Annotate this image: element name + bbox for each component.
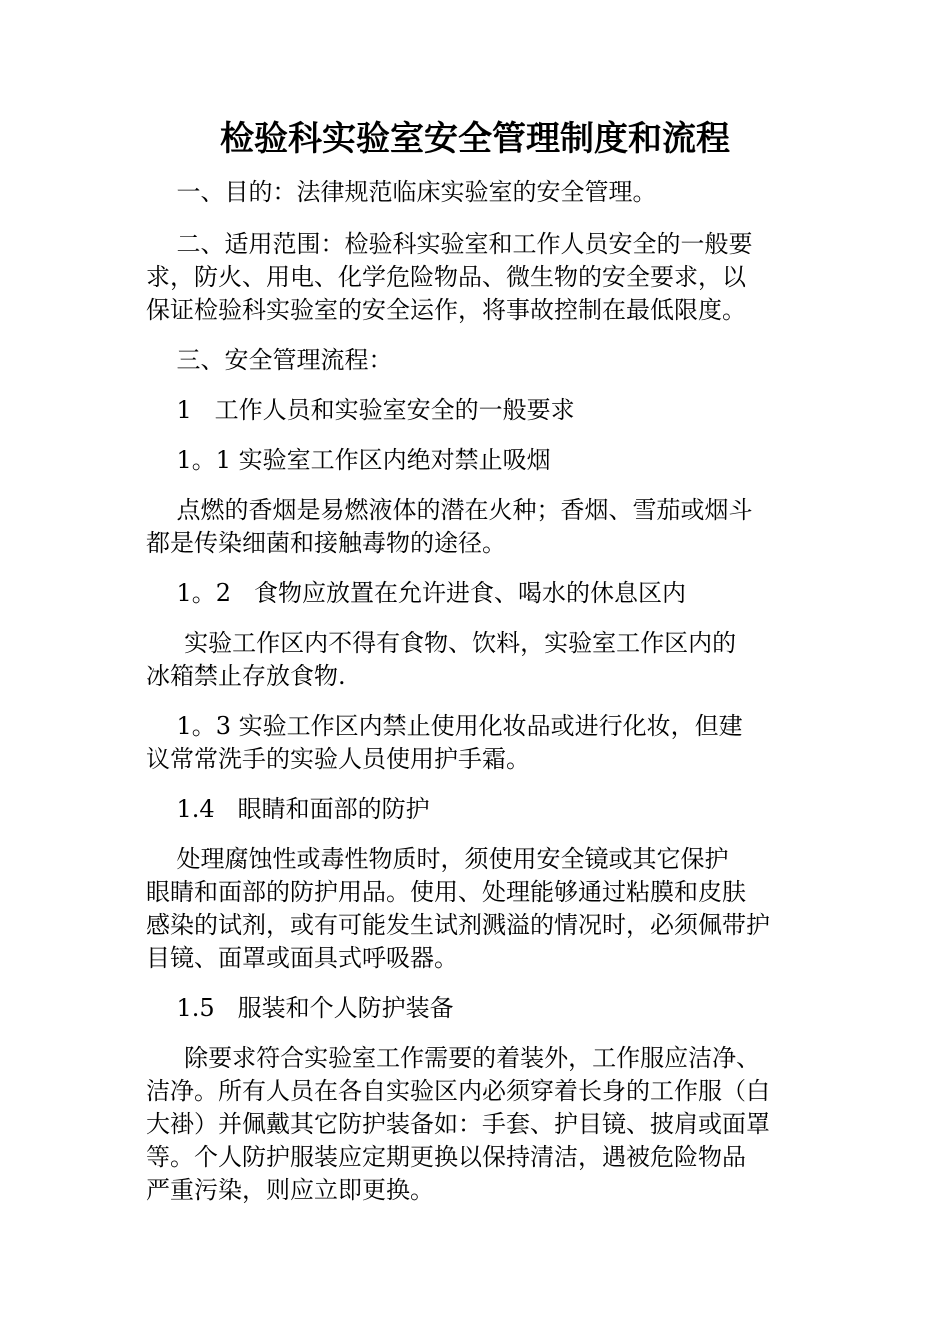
section-scope-line-2: 求，防火、用电、化学危险物品、微生物的安全要求，以 xyxy=(146,263,746,291)
item-1-5-heading: 1.5 服装和个人防护装备 xyxy=(146,994,454,1022)
item-1-3-line-1: 1。3 实验工作区内禁止使用化妆品或进行化妆，但建 xyxy=(146,712,743,740)
item-1-2-body-line-1: 实验工作区内不得有食物、饮料，实验室工作区内的 xyxy=(146,629,737,657)
item-1-2-heading: 1。2 食物应放置在允许进食、喝水的休息区内 xyxy=(146,579,686,607)
document-title: 检验科实验室安全管理制度和流程 xyxy=(220,119,730,159)
section-process-heading: 三、安全管理流程： xyxy=(146,346,393,374)
item-1-4-body-line-1: 处理腐蚀性或毒性物质时，须使用安全镜或其它保护 xyxy=(146,845,729,873)
section-scope-line-1: 二、适用范围：检验科实验室和工作人员安全的一般要 xyxy=(146,230,753,258)
item-1-3-line-2: 议常常洗手的实验人员使用护手霜。 xyxy=(146,745,530,773)
item-1-1-body-line-1: 点燃的香烟是易燃液体的潜在火种；香烟、雪茄或烟斗 xyxy=(146,496,753,524)
item-1-1-body-line-2: 都是传染细菌和接触毒物的途径。 xyxy=(146,529,506,557)
item-1-1-heading: 1。1 实验室工作区内绝对禁止吸烟 xyxy=(146,446,551,474)
section-scope-line-3: 保证检验科实验室的安全运作，将事故控制在最低限度。 xyxy=(146,296,746,324)
item-1-heading: 1 工作人员和实验室安全的一般要求 xyxy=(146,396,575,424)
item-1-5-body-line-5: 严重污染，则应立即更换。 xyxy=(146,1176,434,1204)
item-1-4-heading: 1.4 眼睛和面部的防护 xyxy=(146,795,430,823)
section-purpose: 一、目的：法律规范临床实验室的安全管理。 xyxy=(146,178,657,206)
item-1-5-body-line-4: 等。个人防护服装应定期更换以保持清洁，遇被危险物品 xyxy=(146,1143,746,1171)
item-1-5-body-line-2: 洁净。所有人员在各自实验区内必须穿着长身的工作服（白 xyxy=(146,1077,770,1105)
item-1-2-body-line-2: 冰箱禁止存放食物. xyxy=(146,662,346,690)
item-1-5-body-line-1: 除要求符合实验室工作需要的着装外，工作服应洁净、 xyxy=(146,1044,761,1072)
item-1-5-body-line-3: 大褂）并佩戴其它防护装备如：手套、护目镜、披肩或面罩 xyxy=(146,1110,770,1138)
item-1-4-body-line-2: 眼睛和面部的防护用品。使用、处理能够通过粘膜和皮肤 xyxy=(146,878,746,906)
item-1-4-body-line-4: 目镜、面罩或面具式呼吸器。 xyxy=(146,944,458,972)
item-1-4-body-line-3: 感染的试剂，或有可能发生试剂溅溢的情况时，必须佩带护 xyxy=(146,911,770,939)
